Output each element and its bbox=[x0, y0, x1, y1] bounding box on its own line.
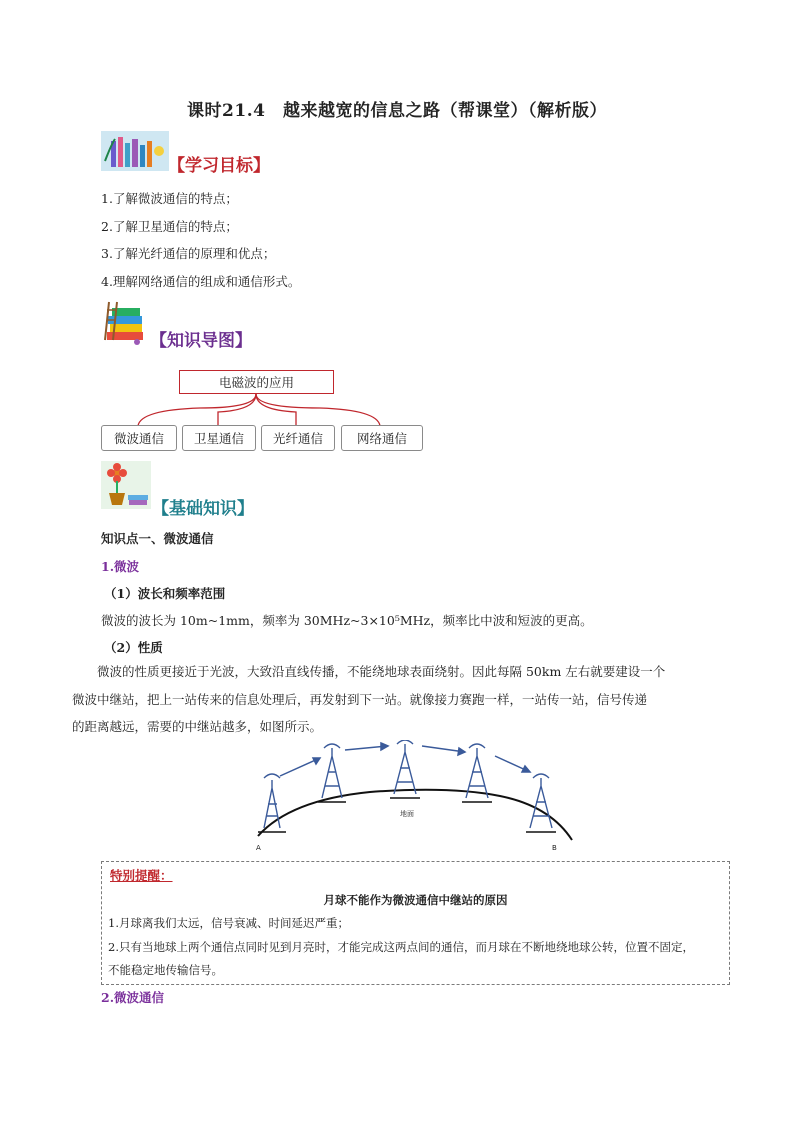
item-range-text: 微波的波长为 10m~1mm，频率为 30MHz~3×10⁵MHz，频率比中波和短波的更高。 bbox=[101, 613, 593, 628]
tip-title: 月球不能作为微波通信中继站的原因 bbox=[323, 893, 508, 907]
section-knowledge-map: 【知识导图】 bbox=[150, 331, 252, 351]
property-paragraph-line: 微波中继站，把上一站传来的信息处理后，再发射到下一站。就像接力赛跑一样，一站传一站，信号传递 bbox=[72, 692, 648, 707]
section-basics: 【基础知识】 bbox=[152, 499, 254, 519]
mindmap-root: 电磁波的应用 bbox=[179, 370, 334, 394]
goal-item: 3.了解光纤通信的原理和优点； bbox=[101, 246, 276, 261]
knowledge-point-heading: 知识点一、微波通信 bbox=[101, 531, 214, 546]
ground-label: 地面 bbox=[400, 810, 414, 818]
tip-line: 2.只有当地球上两个通信点同时见到月亮时，才能完成这两点间的通信，而月球在不断地绕地球公转，位置不固定， bbox=[108, 940, 694, 954]
tip-line: 1.月球离我们太远，信号衰减、时间延迟严重； bbox=[108, 916, 349, 930]
property-paragraph-line: 微波的性质更接近于光波，大致沿直线传播，不能绕地球表面绕射。因此每隔 50km 左右就要建设一个 bbox=[72, 664, 666, 679]
special-reminder-box bbox=[101, 861, 730, 985]
tower-icon bbox=[526, 774, 556, 832]
section-learning-goals: 【学习目标】 bbox=[168, 156, 270, 176]
goal-item: 1.了解微波通信的特点； bbox=[101, 191, 238, 206]
subheading-microwave: 1.微波 bbox=[101, 559, 140, 574]
tower-icon bbox=[318, 744, 346, 802]
item-property-heading: （2）性质 bbox=[104, 640, 163, 655]
page-title: 课时21.4 越来越宽的信息之路（帮课堂）（解析版） bbox=[187, 101, 607, 121]
subheading-microwave-communication: 2.微波通信 bbox=[101, 990, 165, 1005]
mindmap-node-microwave: 微波通信 bbox=[101, 425, 177, 451]
point-b-label: B bbox=[552, 844, 557, 852]
property-paragraph-line: 的距离越远，需要的中继站越多，如图所示。 bbox=[72, 719, 323, 734]
microwave-relay-figure bbox=[250, 740, 580, 852]
tip-label: 特别提醒： bbox=[110, 868, 173, 883]
tip-line: 不能稳定地传输信号。 bbox=[108, 963, 223, 977]
mindmap-node-satellite: 卫星通信 bbox=[182, 425, 256, 451]
goal-item: 2.了解卫星通信的特点； bbox=[101, 219, 238, 234]
mindmap-node-fiber: 光纤通信 bbox=[261, 425, 335, 451]
mindmap-node-network: 网络通信 bbox=[341, 425, 423, 451]
flower-pot-icon bbox=[101, 461, 151, 509]
goal-item: 4.理解网络通信的组成和通信形式。 bbox=[101, 274, 301, 289]
item-range-heading: （1）波长和频率范围 bbox=[104, 586, 226, 601]
point-a-label: A bbox=[256, 844, 261, 852]
